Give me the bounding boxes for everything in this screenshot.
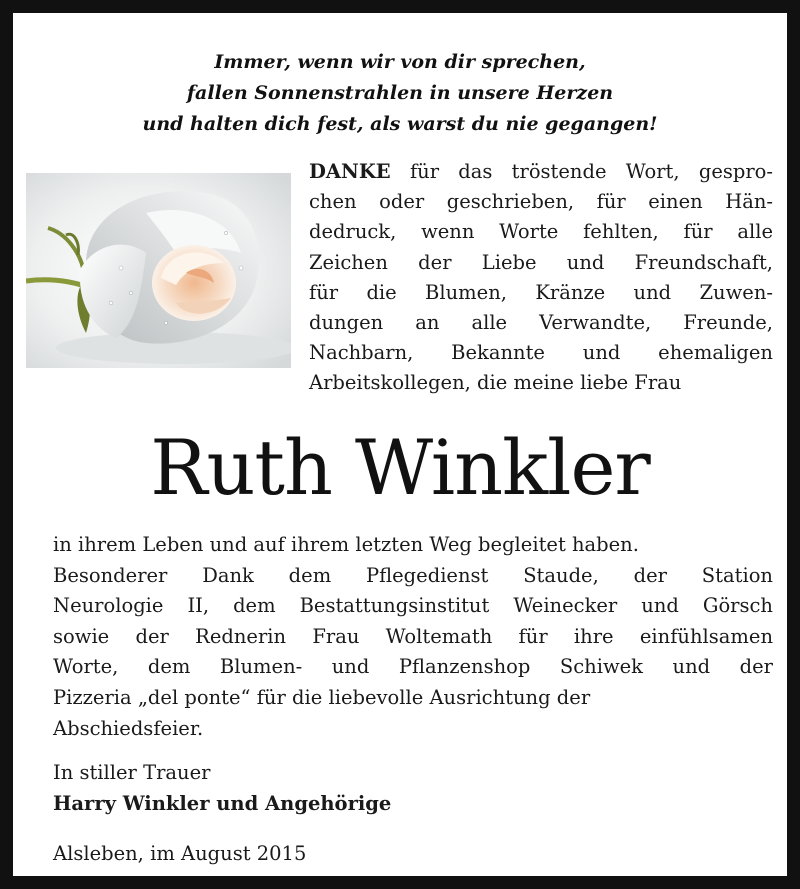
body-paragraph — [53, 530, 773, 744]
thanks-lead: DANKE — [309, 160, 391, 183]
body-line: in ihrem Leben und auf ihrem letzten Weg begleitet haben. — [53, 533, 639, 556]
thanks-paragraph — [309, 157, 773, 399]
body-line: Pizzeria „del ponte“ für die liebevolle Ausrichtung der — [53, 685, 591, 709]
thanks-line-text: für das tröstende Wort, gespro- — [390, 160, 773, 183]
signature-intro: In stiller Trauer — [53, 761, 211, 784]
thanks-line: dungen an alle Verwandte, Freunde, — [309, 310, 773, 334]
deceased-name: Ruth Winkler — [150, 423, 650, 512]
thanks-line — [309, 157, 773, 187]
white-rose-image — [26, 173, 291, 368]
body-line: Neurologie II, dem Bestattungsinstitut Weinecker und Görsch — [53, 594, 773, 618]
body-line: Worte, dem Blumen- und Pflanzenshop Schiwek und der — [53, 655, 773, 679]
poem-line: und halten dich fest, als warst du nie gegangen! — [142, 113, 658, 135]
body-line: sowie der Rednerin Frau Woltemath für ihre einfühlsamen — [53, 624, 773, 648]
signature-names: Harry Winkler und Angehörige — [53, 792, 392, 815]
poem-line: fallen Sonnenstrahlen in unsere Herzen — [186, 82, 614, 104]
thanks-line: chen oder geschrieben, für einen Hän- — [309, 190, 773, 214]
thanks-line: Zeichen der Liebe und Freundschaft, — [309, 250, 773, 274]
poem — [39, 47, 761, 140]
place-date: Alsleben, im August 2015 — [53, 842, 307, 865]
thanks-line: für die Blumen, Kränze und Zuwen- — [309, 280, 773, 304]
body-line: Abschiedsfeier. — [53, 716, 204, 740]
thanks-line: Arbeitskollegen, die meine liebe Frau — [309, 371, 682, 395]
signature-block — [53, 757, 391, 819]
thanks-line: Nachbarn, Bekannte und ehemaligen — [309, 341, 773, 365]
thanks-line: dedruck, wenn Worte fehlten, für alle — [309, 220, 773, 244]
poem-line: Immer, wenn wir von dir sprechen, — [214, 51, 586, 73]
body-line: Besonderer Dank dem Pflegedienst Staude, der Station — [53, 563, 773, 587]
